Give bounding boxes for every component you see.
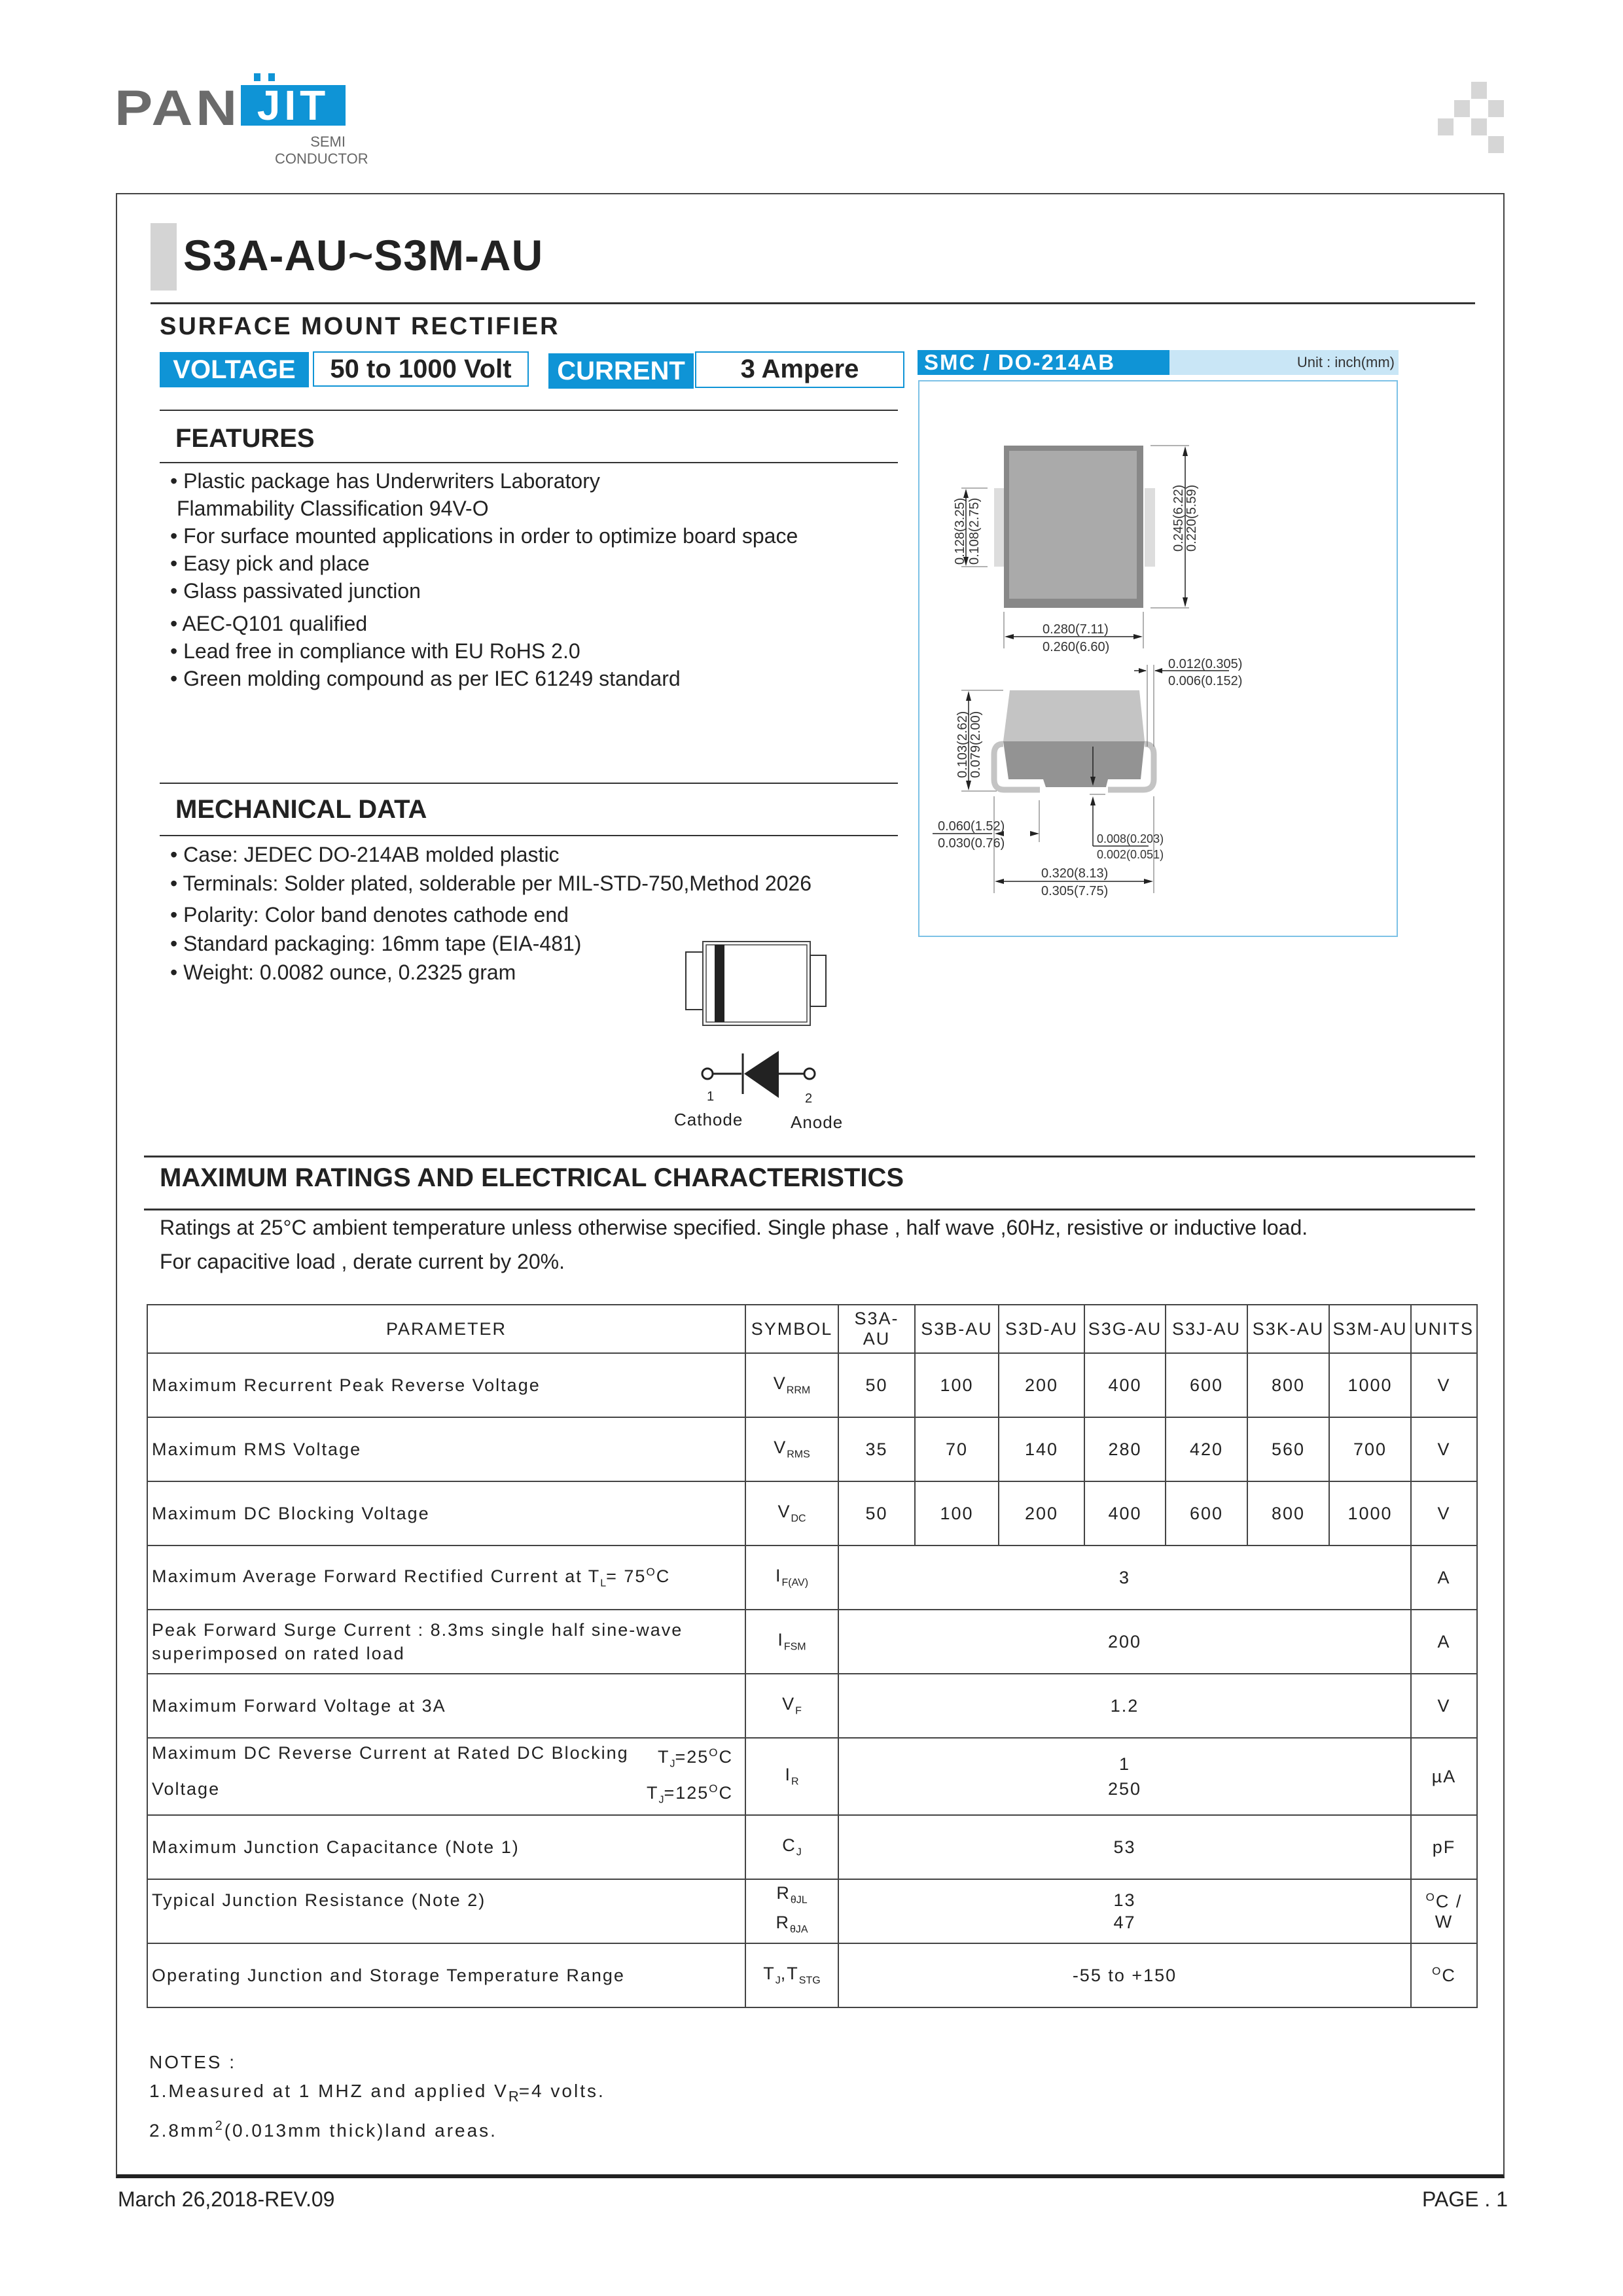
param-ifsm: Peak Forward Surge Current : 8.3ms single half sine-wave superimposed on rated load xyxy=(147,1610,745,1674)
feature-item: • Green molding compound as per IEC 61249 standard xyxy=(170,667,681,690)
value-cell: 1000 xyxy=(1329,1481,1411,1545)
feature-item: • Glass passivated junction xyxy=(170,579,421,603)
unit-cell: V xyxy=(1411,1674,1477,1738)
features-divider xyxy=(160,462,898,463)
table-row xyxy=(147,1353,1477,1417)
value-cell: 1 250 xyxy=(838,1738,1411,1815)
symbol-ifsm: $I_{FSM}$ xyxy=(745,1610,838,1674)
value-cell: 560 xyxy=(1247,1417,1329,1481)
logo-conductor: CONDUCTOR xyxy=(275,150,368,167)
notes-section xyxy=(149,2048,605,2145)
pin2-label: 2 xyxy=(805,1091,813,1106)
symbol-cj: $C_J$ xyxy=(745,1815,838,1879)
unit-cell: A xyxy=(1411,1610,1477,1674)
dim-body-height-max: 0.245(6.22) xyxy=(1171,484,1186,552)
table-row xyxy=(147,1879,1477,1943)
param-rth: Typical Junction Resistance (Note 2) xyxy=(147,1879,745,1943)
symbol-vdc: $V_{DC}$ xyxy=(745,1481,838,1545)
logo-semi: SEMI xyxy=(310,133,346,150)
logo-jit-text: JIT xyxy=(241,85,346,126)
symbol-ir: $I_R$ xyxy=(745,1738,838,1815)
value-cell: 13 47 xyxy=(838,1879,1411,1943)
table-row xyxy=(147,1815,1477,1879)
dim-body-width-max: 0.280(7.11) xyxy=(1043,622,1109,637)
unit-cell: $^O$C xyxy=(1411,1943,1477,2007)
value-cell: 420 xyxy=(1166,1417,1247,1481)
mechanical-item: • Polarity: Color band denotes cathode end xyxy=(170,903,569,927)
value-cell: 53 xyxy=(838,1815,1411,1879)
note-2: $2.8mm^2(0.013mm$ thick)land areas. xyxy=(149,2118,497,2140)
ratings-line-1: Ratings at 25°C ambient temperature unless otherwise specified. Single phase , half wave ,60Hz, resistive or inductive load. xyxy=(160,1216,1308,1239)
dim-body-height-min: 0.220(5.59) xyxy=(1185,484,1199,552)
table-header-row xyxy=(147,1305,1477,1353)
mechanical-item: • Case: JEDEC DO-214AB molded plastic xyxy=(170,843,560,866)
dim-body-width-min: 0.260(6.60) xyxy=(1043,640,1110,654)
unit-cell: V xyxy=(1411,1417,1477,1481)
value-cell: 700 xyxy=(1329,1417,1411,1481)
table-row xyxy=(147,1545,1477,1610)
value-cell: 35 xyxy=(838,1417,915,1481)
table-row xyxy=(147,1610,1477,1674)
value-cell: 100 xyxy=(915,1353,999,1417)
current-value: 3 Ampere xyxy=(695,351,904,388)
voltage-value: 50 to 1000 Volt xyxy=(313,351,529,387)
dim-height-min: 0.079(2.00) xyxy=(969,711,983,778)
header-symbol: SYMBOL xyxy=(745,1305,838,1353)
value-cell: 200 xyxy=(999,1353,1084,1417)
package-unit: Unit : inch(mm) xyxy=(1296,354,1395,370)
value-cell: 800 xyxy=(1247,1481,1329,1545)
value-cell: 800 xyxy=(1247,1353,1329,1417)
logo-subtitle xyxy=(275,133,368,168)
param-vrms: Maximum RMS Voltage xyxy=(147,1417,745,1481)
feature-item: Flammability Classification 94V-O xyxy=(177,497,489,520)
feature-item: • Easy pick and place xyxy=(170,552,370,575)
mechanical-item: • Weight: 0.0082 ounce, 0.2325 gram xyxy=(170,961,516,984)
header-s3b: S3B-AU xyxy=(915,1305,999,1353)
header-units: UNITS xyxy=(1411,1305,1477,1353)
notes-title: NOTES : xyxy=(149,2052,237,2072)
header-s3g: S3G-AU xyxy=(1084,1305,1166,1353)
value-cell: 280 xyxy=(1084,1417,1166,1481)
feature-item: • AEC-Q101 qualified xyxy=(170,612,368,635)
voltage-label: VOLTAGE xyxy=(160,352,309,387)
unit-cell: pF xyxy=(1411,1815,1477,1879)
features-title: FEATURES xyxy=(175,424,315,453)
dim-foot-max: 0.060(1.52) xyxy=(938,819,1005,834)
ratings-line-2: For capacitive load , derate current by 20%. xyxy=(160,1250,565,1273)
package-dimension-drawing xyxy=(918,380,1398,937)
symbol-vf: $V_F$ xyxy=(745,1674,838,1738)
param-vdc: Maximum DC Blocking Voltage xyxy=(147,1481,745,1545)
dim-total-width-max: 0.320(8.13) xyxy=(1041,866,1109,881)
dim-lead-thickness-min: 0.006(0.152) xyxy=(1168,674,1243,688)
dim-height-max: 0.103(2.62) xyxy=(955,711,970,778)
revision-date: March 26,2018-REV.09 xyxy=(118,2187,335,2211)
mechanical-item: • Terminals: Solder plated, solderable per MIL-STD-750,Method 2026 xyxy=(170,872,812,895)
symbol-ifav: $I_{F(AV)}$ xyxy=(745,1545,838,1610)
value-cell: 200 xyxy=(999,1481,1084,1545)
unit-cell: µA xyxy=(1411,1738,1477,1815)
value-cell: 70 xyxy=(915,1417,999,1481)
value-cell: 600 xyxy=(1166,1481,1247,1545)
package-header xyxy=(918,350,1399,375)
dim-lead-thickness-max: 0.012(0.305) xyxy=(1168,657,1243,671)
value-cell: 50 xyxy=(838,1481,915,1545)
value-cell: 600 xyxy=(1166,1353,1247,1417)
ratings-top-divider xyxy=(144,1156,1475,1157)
unit-cell: V xyxy=(1411,1353,1477,1417)
dim-standoff-min: 0.002(0.051) xyxy=(1097,848,1164,861)
header-s3j: S3J-AU xyxy=(1166,1305,1247,1353)
features-top-divider xyxy=(160,410,898,411)
page-number: PAGE . 1 xyxy=(1421,2187,1508,2211)
value-cell: 50 xyxy=(838,1353,915,1417)
value-cell: 400 xyxy=(1084,1353,1166,1417)
symbol-vrms: $V_{RMS}$ xyxy=(745,1417,838,1481)
table-row xyxy=(147,1481,1477,1545)
value-cell: 100 xyxy=(915,1481,999,1545)
table-row xyxy=(147,1417,1477,1481)
pin1-label: 1 xyxy=(707,1089,715,1104)
symbol-rth: $R_{\theta JL}$ $R_{\theta JA}$ xyxy=(745,1879,838,1943)
unit-cell: $^O$C / W xyxy=(1411,1879,1477,1943)
mechanical-top-divider xyxy=(160,783,898,784)
value-cell: 1000 xyxy=(1329,1353,1411,1417)
dim-foot-min: 0.030(0.76) xyxy=(938,836,1005,851)
dim-standoff-max: 0.008(0.203) xyxy=(1097,832,1164,845)
note-1: 1.Measured at 1 MHZ and applied $V_R=4$ volts. xyxy=(149,2081,605,2105)
mechanical-title: MECHANICAL DATA xyxy=(175,795,427,824)
cathode-label: Cathode xyxy=(674,1110,743,1129)
param-ifav: Maximum Average Forward Rectified Current at $T_L= 75^OC$ xyxy=(147,1545,745,1610)
feature-item: • Plastic package has Underwriters Laboratory xyxy=(170,469,600,493)
param-temp-range: Operating Junction and Storage Temperature Range xyxy=(147,1943,745,2007)
ratings-title: MAXIMUM RATINGS AND ELECTRICAL CHARACTERISTICS xyxy=(160,1163,904,1192)
logo-umlaut xyxy=(254,73,332,81)
param-vrrm: Maximum Recurrent Peak Reverse Voltage xyxy=(147,1353,745,1417)
table-row xyxy=(147,1738,1477,1815)
symbol-vrrm: $V_{RRM}$ xyxy=(745,1353,838,1417)
param-vf: Maximum Forward Voltage at 3A xyxy=(147,1674,745,1738)
symbol-temp-range: $T_J,T_{STG}$ xyxy=(745,1943,838,2007)
value-cell: 1.2 xyxy=(838,1674,1411,1738)
header-s3m: S3M-AU xyxy=(1329,1305,1411,1353)
mechanical-item: • Standard packaging: 16mm tape (EIA-481) xyxy=(170,932,582,955)
unit-cell: A xyxy=(1411,1545,1477,1610)
feature-item: • Lead free in compliance with EU RoHS 2.0 xyxy=(170,639,580,663)
title-divider xyxy=(151,302,1475,304)
table-row xyxy=(147,1943,1477,2007)
table-row xyxy=(147,1674,1477,1738)
package-name: SMC / DO-214AB xyxy=(918,350,1169,375)
page-title: S3A-AU~S3M-AU xyxy=(183,231,544,279)
unit-cell: V xyxy=(1411,1481,1477,1545)
value-cell: 3 xyxy=(838,1545,1411,1610)
value-cell: 400 xyxy=(1084,1481,1166,1545)
dim-lead-height-min: 0.108(2.75) xyxy=(967,497,982,565)
header-parameter: PARAMETER xyxy=(147,1305,745,1353)
param-cj: Maximum Junction Capacitance (Note 1) xyxy=(147,1815,745,1879)
ratings-conditions xyxy=(160,1210,1308,1279)
features-list xyxy=(170,467,798,692)
logo-pan-text: PAN xyxy=(115,80,240,136)
mechanical-divider xyxy=(160,835,898,836)
anode-label: Anode xyxy=(791,1112,844,1132)
dim-lead-height-max: 0.128(3.25) xyxy=(953,497,967,565)
current-label: CURRENT xyxy=(548,353,694,389)
param-ir: Maximum DC Reverse Current at Rated DC Blocking $T_J=25^OC$ Voltage $T_J=125^OC$ xyxy=(147,1738,745,1815)
product-subtitle: SURFACE MOUNT RECTIFIER xyxy=(160,313,560,340)
header-s3k: S3K-AU xyxy=(1247,1305,1329,1353)
title-accent-box xyxy=(151,223,177,291)
electrical-characteristics-table xyxy=(147,1304,1478,2008)
value-cell: 200 xyxy=(838,1610,1411,1674)
value-cell: -55 to +150 xyxy=(838,1943,1411,2007)
feature-item: • For surface mounted applications in order to optimize board space xyxy=(170,524,798,548)
header-s3a: S3A-AU xyxy=(838,1305,915,1353)
dim-total-width-min: 0.305(7.75) xyxy=(1041,884,1109,898)
value-cell: 140 xyxy=(999,1417,1084,1481)
header-s3d: S3D-AU xyxy=(999,1305,1084,1353)
